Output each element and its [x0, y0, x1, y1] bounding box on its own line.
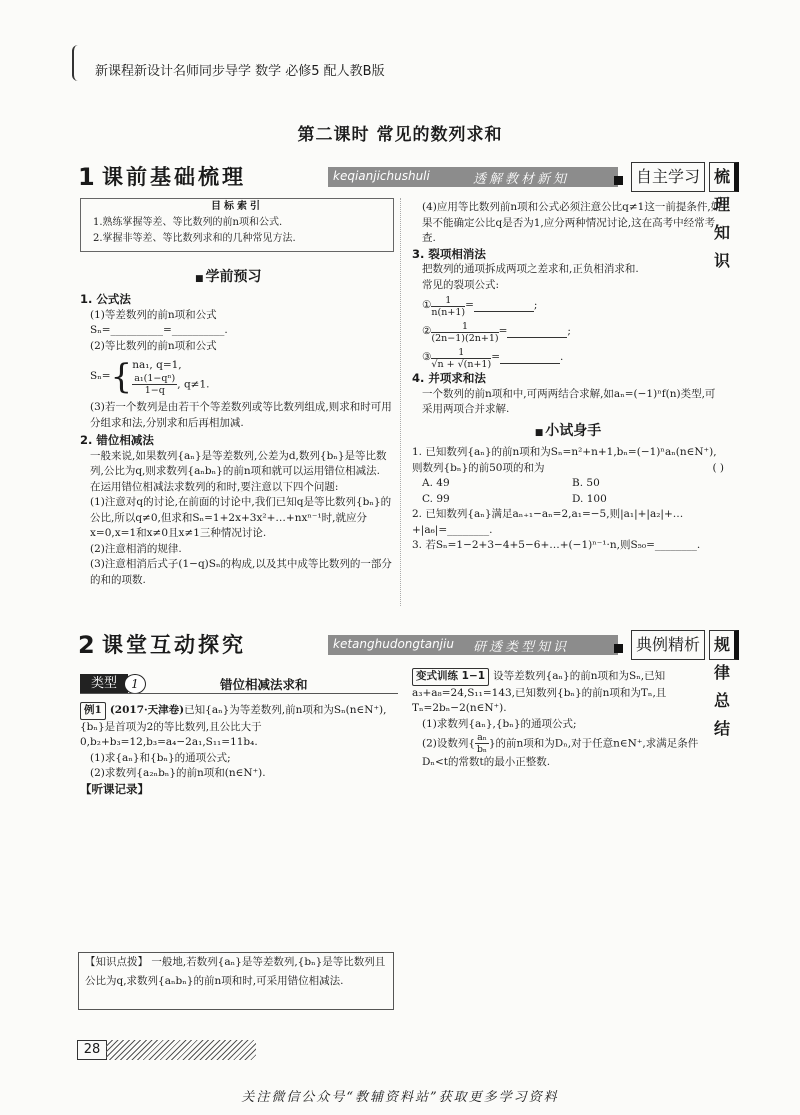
banner-tag-knowledge: 梳理知识: [709, 162, 739, 192]
split-formula-1: ① $\frac{1}{n(n+1)}$ = ;: [422, 294, 538, 318]
running-header: 新课程新设计名师同步导学 数学 必修5 配人教B版: [95, 64, 385, 79]
type-underline: [80, 693, 398, 694]
text-line: 一个数列的前n项和中,可两两结合求解,如aₙ=(−1)ⁿf(n)类型,可采用两项合并求解.: [422, 387, 716, 415]
circled-number: ③: [422, 351, 432, 364]
type-bar: [80, 674, 398, 694]
split-formula-3: ③ $\frac{1}{√n + √(n+1)}$ = .: [422, 346, 564, 370]
quiz-question-2: 2. 已知数列{aₙ}满足aₙ₊₁−aₙ=2,a₁=−5,则|a₁|+|a₂|+…+|a₆|=________.: [412, 508, 684, 536]
fraction-numerator: 1: [431, 295, 465, 307]
fraction-numerator: 1: [431, 347, 491, 359]
banner-tag-examples: 典例精析: [631, 630, 705, 660]
left-column: [80, 292, 392, 588]
split-formula-2: ② $\frac{1}{(2n-1)(2n+1)}$ = ;: [422, 320, 571, 344]
variant-part-2: (2)设数列{ $\frac{\text{aₙ}}{\text{bₙ}}$ }的前n项和为Dₙ,对于任意n∈N⁺,求满足条件Dₙ<t的常数t的最小正整数.: [422, 732, 699, 768]
knowledge-tip-box: 【知识点拨】 一般地,若数列{aₙ}是等差数列,{bₙ}是等比数列且公比为q,求数列{aₙbₙ}的前n项和时,可采用错位相减法.: [78, 952, 394, 1010]
type-number: 1: [124, 674, 146, 694]
choice-row: [412, 476, 724, 492]
square-icon: [614, 644, 623, 653]
fraction: [431, 347, 491, 370]
quiz-question-3: 3. 若Sₙ=1−2+3−4+5−6+…+(−1)ⁿ⁻¹·n,则S₅₀=________.: [412, 539, 701, 551]
fraction-denominator: √n + √(n+1): [431, 358, 492, 370]
banner-title: 课堂互动探究: [102, 633, 246, 657]
banner-tag-summary: 规律总结: [709, 630, 739, 660]
equals-sign: =: [498, 325, 508, 338]
method-combine-heading: 4. 并项求和法: [412, 371, 486, 385]
goal-item: 1.熟练掌握等差、等比数列的前n项和公式.: [93, 217, 283, 228]
fraction: [475, 732, 489, 755]
answer-blank[interactable]: [500, 353, 560, 364]
answer-blank[interactable]: [474, 301, 534, 312]
choice-b[interactable]: B. 50: [572, 477, 600, 489]
example-label: 例1: [80, 702, 106, 720]
banner-pinyin: keqianjichushuli: [333, 169, 430, 183]
text-line: 把数列的通项拆成两项之差求和,正负相消求和.: [422, 263, 639, 275]
variant-part-2-text: 的前n项和为Dₙ,对于任意n∈N⁺,求满足条件Dₙ<t的常数t的最小正整数.: [422, 737, 699, 768]
fraction-denominator: n(n+1): [431, 306, 466, 318]
formula-case-condition: , q≠1.: [177, 378, 210, 391]
footer-note: 关注微信公众号“教辅资料站”获取更多学习资料: [241, 1090, 559, 1105]
right-column: [412, 200, 724, 554]
variant-part-1: (1)求数列{aₙ},{bₙ}的通项公式;: [422, 717, 577, 730]
formula-case-2: [132, 373, 209, 396]
page-title: 第二课时 常见的数列求和: [297, 125, 503, 145]
text-line: (2)注意相消的规律.: [90, 542, 182, 555]
equals-sign: =: [491, 351, 500, 364]
text-line: 常见的裂项公式:: [422, 278, 500, 291]
text-line: (2)等比数列的前n项和公式: [90, 339, 217, 352]
variant-statement: [412, 668, 724, 717]
quiz-question-1: [412, 445, 724, 476]
choice-row: [412, 492, 724, 508]
answer-blank[interactable]: [507, 327, 567, 338]
fraction: [132, 373, 177, 396]
formula-cases: [132, 358, 209, 397]
goals-box: [80, 198, 394, 252]
fraction-denominator: 1−q: [144, 385, 165, 397]
text-line: (3)注意相消后式子(1−q)Sₙ的构成,以及其中成等比数列的一部分的和的项数.: [90, 558, 392, 586]
text-line: 在运用错位相减法求数列的和时,要注意以下四个问题:: [90, 480, 339, 493]
fraction: [431, 321, 498, 344]
header-bracket: [72, 45, 84, 81]
square-icon: [614, 176, 623, 185]
fraction-denominator: (2n−1)(2n+1): [431, 332, 499, 344]
text-line: (4)应用等比数列前n项和公式必须注意公比q≠1这一前提条件,如果不能确定公比q是否为1,应分两种情况讨论,这在高考中经常考查.: [422, 201, 722, 244]
method-split-heading: 3. 裂项相消法: [412, 246, 486, 261]
text-line: 一般来说,如果数列{aₙ}是等差数列,公差为d,数列{bₙ}是等比数列,公比为q,则求数列{aₙbₙ}的前n项和就可以运用错位相减法.: [90, 449, 387, 477]
text-line: Sₙ=__________=__________.: [90, 324, 228, 336]
variant-block: [412, 668, 724, 771]
choice-a[interactable]: A. 49: [422, 477, 450, 489]
choice-c[interactable]: C. 99: [422, 492, 450, 505]
choice-d[interactable]: D. 100: [572, 492, 607, 505]
geometric-sum-formula: [80, 354, 392, 400]
page-number: 28: [77, 1040, 107, 1060]
example-part-2: (2)求数列{a₂ₙbₙ}的前n项和(n∈N⁺).: [90, 767, 266, 779]
text-line: (3)若一个数列是由若干个等差数列或等比数列组成,则求和时可用分组求和法,分别求和后再相加减.: [90, 401, 392, 429]
method-formula-heading: 1. 公式法: [80, 292, 131, 306]
question-text: 1. 已知数列{aₙ}的前n项和为Sₙ=n²+n+1,bₙ=(−1)ⁿaₙ(n∈N⁺),则数列{bₙ}的前50项的和为: [412, 446, 717, 474]
formula-case-1: na₁, q=1,: [132, 358, 182, 371]
circled-number: ①: [422, 299, 432, 312]
column-divider: [400, 198, 402, 606]
fraction-numerator: aₙ: [477, 732, 487, 743]
banner-number: 2: [78, 631, 95, 659]
preview-heading: ■ 学前预习: [195, 266, 262, 286]
quiz-heading: ■ 小试身手: [412, 424, 724, 442]
fraction-denominator: bₙ: [476, 744, 488, 755]
notes-label: 【听课记录】: [80, 781, 149, 796]
goals-title: 目标索引: [211, 201, 263, 212]
formula-lhs: Sₙ=: [90, 370, 111, 383]
fraction-numerator: 1: [431, 321, 498, 333]
banner-slogan: 研透类型知识: [473, 640, 570, 655]
goal-item: 2.掌握非等差、等比数列求和的几种常见方法.: [93, 233, 296, 244]
variant-part-2-lead: (2)设数列: [422, 737, 469, 750]
example-text: 已知{aₙ}为等差数列,前n项和为Sₙ(n∈N⁺),{bₙ}是首项为2的等比数列,且公比大于0,b₂+b₃=12,b₃=a₄−2a₁,S₁₁=11b₄.: [80, 704, 387, 748]
type-label: 类型: [80, 674, 128, 694]
brace-icon: {: [110, 357, 133, 397]
text-line: (1)等差数列的前n项和公式: [90, 308, 217, 321]
circled-number: ②: [422, 325, 432, 338]
example-statement: [80, 702, 398, 751]
variant-label: 变式训练 1−1: [412, 668, 489, 686]
banner-tag-self-study: 自主学习: [631, 162, 705, 192]
type-title: 错位相减法求和: [220, 677, 308, 692]
banner-slogan: 透解教材新知: [473, 172, 570, 187]
example-part-1: (1)求{aₙ}和{bₙ}的通项公式;: [90, 751, 231, 764]
banner-title: 课前基础梳理: [102, 165, 246, 189]
example-block: [80, 702, 398, 797]
banner-pinyin: ketanghudongtanjiu: [333, 637, 454, 651]
fraction-numerator: a₁(1−qⁿ): [134, 373, 176, 385]
banner-number: 1: [78, 163, 95, 191]
example-source: (2017·天津卷): [109, 704, 185, 716]
answer-paren[interactable]: ( ): [712, 461, 724, 474]
equals-sign: =: [465, 299, 474, 312]
method-offset-heading: 2. 错位相减法: [80, 433, 154, 447]
text-line: (1)注意对q的讨论,在前面的讨论中,我们已知q是等比数列{bₙ}的公比,所以q≠0,但求和Sₙ=1+2x+3x²+…+nxⁿ⁻¹时,就应分x=0,x=1和x≠0且x≠1三种情况讨论.: [90, 496, 392, 539]
page-number-hatch: [106, 1040, 256, 1060]
variant-text: 设等差数列{aₙ}的前n项和为Sₙ,已知a₃+a₈=24,S₁₁=143,已知数列{bₙ}的前n项和为Tₙ,且Tₙ=2bₙ−2(n∈N⁺).: [412, 670, 667, 714]
fraction: [431, 295, 465, 318]
